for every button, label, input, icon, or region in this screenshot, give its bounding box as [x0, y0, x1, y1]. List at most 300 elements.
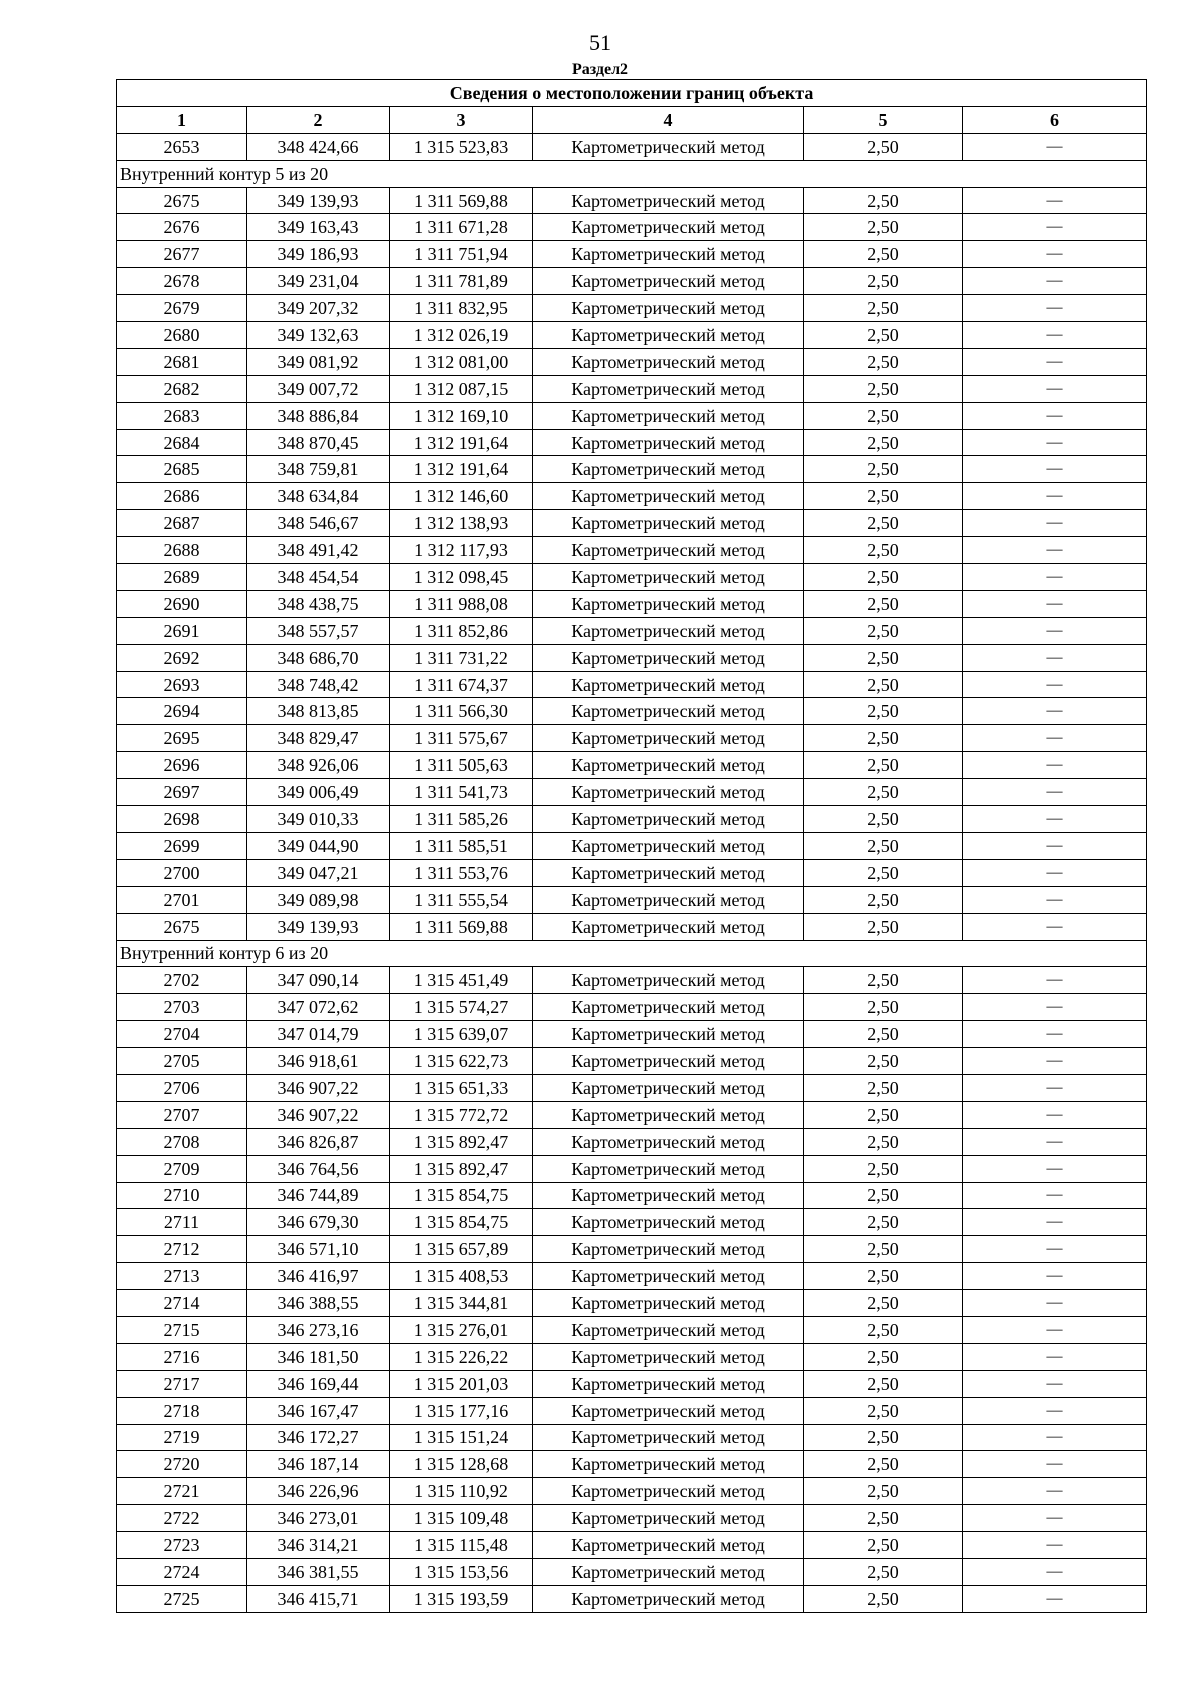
accuracy-cell: 2,50 [804, 1478, 963, 1505]
y-coordinate-cell: 1 312 117,93 [390, 537, 533, 564]
description-cell: — [963, 752, 1147, 779]
table-row [117, 671, 1147, 698]
y-coordinate-cell: 1 315 451,49 [390, 967, 533, 994]
method-cell: Картометрический метод [533, 1451, 804, 1478]
point-number-cell: 2719 [117, 1424, 247, 1451]
description-cell: — [963, 1263, 1147, 1290]
accuracy-cell: 2,50 [804, 214, 963, 241]
accuracy-cell: 2,50 [804, 1263, 963, 1290]
point-number-cell: 2678 [117, 268, 247, 295]
table-header-row [117, 106, 1147, 133]
description-cell: — [963, 725, 1147, 752]
table-row [117, 1182, 1147, 1209]
y-coordinate-cell: 1 311 988,08 [390, 590, 533, 617]
y-coordinate-cell: 1 315 574,27 [390, 994, 533, 1021]
accuracy-cell: 2,50 [804, 967, 963, 994]
x-coordinate-cell: 349 139,93 [247, 187, 390, 214]
method-cell: Картометрический метод [533, 1343, 804, 1370]
y-coordinate-cell: 1 312 169,10 [390, 402, 533, 429]
accuracy-cell: 2,50 [804, 348, 963, 375]
description-cell: — [963, 1209, 1147, 1236]
method-cell: Картометрический метод [533, 214, 804, 241]
x-coordinate-cell: 346 918,61 [247, 1048, 390, 1075]
description-cell: — [963, 295, 1147, 322]
point-number-cell: 2703 [117, 994, 247, 1021]
description-cell: — [963, 859, 1147, 886]
contour-label: Внутренний контур 5 из 20 [117, 160, 1147, 187]
accuracy-cell: 2,50 [804, 994, 963, 1021]
y-coordinate-cell: 1 311 674,37 [390, 671, 533, 698]
x-coordinate-cell: 348 424,66 [247, 133, 390, 160]
method-cell: Картометрический метод [533, 967, 804, 994]
accuracy-cell: 2,50 [804, 241, 963, 268]
method-cell: Картометрический метод [533, 698, 804, 725]
accuracy-cell: 2,50 [804, 456, 963, 483]
table-head [117, 80, 1147, 134]
point-number-cell: 2694 [117, 698, 247, 725]
table-row [117, 322, 1147, 349]
table-row [117, 1290, 1147, 1317]
accuracy-cell: 2,50 [804, 1316, 963, 1343]
method-cell: Картометрический метод [533, 1155, 804, 1182]
method-cell: Картометрический метод [533, 590, 804, 617]
x-coordinate-cell: 349 006,49 [247, 779, 390, 806]
y-coordinate-cell: 1 311 585,51 [390, 832, 533, 859]
y-coordinate-cell: 1 311 832,95 [390, 295, 533, 322]
description-cell: — [963, 1424, 1147, 1451]
description-cell: — [963, 268, 1147, 295]
x-coordinate-cell: 346 187,14 [247, 1451, 390, 1478]
x-coordinate-cell: 348 686,70 [247, 644, 390, 671]
description-cell: — [963, 1128, 1147, 1155]
description-cell: — [963, 1155, 1147, 1182]
accuracy-cell: 2,50 [804, 1182, 963, 1209]
y-coordinate-cell: 1 311 566,30 [390, 698, 533, 725]
table-row [117, 1048, 1147, 1075]
x-coordinate-cell: 346 571,10 [247, 1236, 390, 1263]
y-coordinate-cell: 1 311 505,63 [390, 752, 533, 779]
table-row [117, 806, 1147, 833]
point-number-cell: 2684 [117, 429, 247, 456]
x-coordinate-cell: 349 081,92 [247, 348, 390, 375]
point-number-cell: 2677 [117, 241, 247, 268]
description-cell: — [963, 1532, 1147, 1559]
y-coordinate-cell: 1 315 151,24 [390, 1424, 533, 1451]
method-cell: Картометрический метод [533, 806, 804, 833]
y-coordinate-cell: 1 311 751,94 [390, 241, 533, 268]
point-number-cell: 2712 [117, 1236, 247, 1263]
description-cell: — [963, 994, 1147, 1021]
method-cell: Картометрический метод [533, 886, 804, 913]
accuracy-cell: 2,50 [804, 1585, 963, 1612]
point-number-cell: 2689 [117, 564, 247, 591]
accuracy-cell: 2,50 [804, 779, 963, 806]
table-row [117, 241, 1147, 268]
description-cell: — [963, 1505, 1147, 1532]
method-cell: Картометрический метод [533, 1182, 804, 1209]
method-cell: Картометрический метод [533, 241, 804, 268]
accuracy-cell: 2,50 [804, 402, 963, 429]
table-row [117, 644, 1147, 671]
point-number-cell: 2709 [117, 1155, 247, 1182]
description-cell: — [963, 510, 1147, 537]
description-cell: — [963, 564, 1147, 591]
column-header-4: 4 [533, 106, 804, 133]
table-row [117, 779, 1147, 806]
accuracy-cell: 2,50 [804, 510, 963, 537]
table-row [117, 1316, 1147, 1343]
accuracy-cell: 2,50 [804, 644, 963, 671]
x-coordinate-cell: 346 273,16 [247, 1316, 390, 1343]
x-coordinate-cell: 348 557,57 [247, 617, 390, 644]
y-coordinate-cell: 1 315 892,47 [390, 1128, 533, 1155]
method-cell: Картометрический метод [533, 268, 804, 295]
x-coordinate-cell: 349 047,21 [247, 859, 390, 886]
point-number-cell: 2696 [117, 752, 247, 779]
point-number-cell: 2722 [117, 1505, 247, 1532]
x-coordinate-cell: 349 132,63 [247, 322, 390, 349]
method-cell: Картометрический метод [533, 725, 804, 752]
page-number: 51 [589, 30, 611, 55]
y-coordinate-cell: 1 311 585,26 [390, 806, 533, 833]
x-coordinate-cell: 348 438,75 [247, 590, 390, 617]
point-number-cell: 2675 [117, 913, 247, 940]
point-number-cell: 2711 [117, 1209, 247, 1236]
description-cell: — [963, 1478, 1147, 1505]
y-coordinate-cell: 1 315 523,83 [390, 133, 533, 160]
point-number-cell: 2692 [117, 644, 247, 671]
section-title: Раздел2 [571, 61, 629, 78]
x-coordinate-cell: 347 014,79 [247, 1021, 390, 1048]
accuracy-cell: 2,50 [804, 1370, 963, 1397]
contour-label: Внутренний контур 6 из 20 [117, 940, 1147, 967]
accuracy-cell: 2,50 [804, 375, 963, 402]
contour-row [117, 940, 1147, 967]
y-coordinate-cell: 1 315 193,59 [390, 1585, 533, 1612]
description-cell: — [963, 1182, 1147, 1209]
table-row [117, 1209, 1147, 1236]
description-cell: — [963, 1074, 1147, 1101]
table-row [117, 913, 1147, 940]
table-row [117, 725, 1147, 752]
y-coordinate-cell: 1 315 622,73 [390, 1048, 533, 1075]
x-coordinate-cell: 346 169,44 [247, 1370, 390, 1397]
accuracy-cell: 2,50 [804, 617, 963, 644]
point-number-cell: 2699 [117, 832, 247, 859]
point-number-cell: 2702 [117, 967, 247, 994]
description-cell: — [963, 375, 1147, 402]
y-coordinate-cell: 1 311 569,88 [390, 187, 533, 214]
y-coordinate-cell: 1 315 854,75 [390, 1182, 533, 1209]
y-coordinate-cell: 1 315 110,92 [390, 1478, 533, 1505]
column-header-2: 2 [247, 106, 390, 133]
y-coordinate-cell: 1 315 344,81 [390, 1290, 533, 1317]
point-number-cell: 2706 [117, 1074, 247, 1101]
table-row [117, 859, 1147, 886]
table-row [117, 537, 1147, 564]
point-number-cell: 2707 [117, 1101, 247, 1128]
description-cell: — [963, 886, 1147, 913]
accuracy-cell: 2,50 [804, 913, 963, 940]
method-cell: Картометрический метод [533, 295, 804, 322]
accuracy-cell: 2,50 [804, 1397, 963, 1424]
method-cell: Картометрический метод [533, 1048, 804, 1075]
point-number-cell: 2715 [117, 1316, 247, 1343]
point-number-cell: 2704 [117, 1021, 247, 1048]
method-cell: Картометрический метод [533, 617, 804, 644]
description-cell: — [963, 698, 1147, 725]
accuracy-cell: 2,50 [804, 483, 963, 510]
point-number-cell: 2695 [117, 725, 247, 752]
x-coordinate-cell: 349 010,33 [247, 806, 390, 833]
accuracy-cell: 2,50 [804, 1451, 963, 1478]
table-caption: Сведения о местоположении границ объекта [117, 80, 1147, 107]
method-cell: Картометрический метод [533, 510, 804, 537]
method-cell: Картометрический метод [533, 402, 804, 429]
description-cell: — [963, 214, 1147, 241]
x-coordinate-cell: 347 090,14 [247, 967, 390, 994]
x-coordinate-cell: 346 167,47 [247, 1397, 390, 1424]
accuracy-cell: 2,50 [804, 1155, 963, 1182]
y-coordinate-cell: 1 315 177,16 [390, 1397, 533, 1424]
method-cell: Картометрический метод [533, 1532, 804, 1559]
accuracy-cell: 2,50 [804, 537, 963, 564]
accuracy-cell: 2,50 [804, 859, 963, 886]
method-cell: Картометрический метод [533, 832, 804, 859]
table-row [117, 1558, 1147, 1585]
y-coordinate-cell: 1 311 671,28 [390, 214, 533, 241]
description-cell: — [963, 348, 1147, 375]
description-cell: — [963, 133, 1147, 160]
x-coordinate-cell: 348 829,47 [247, 725, 390, 752]
method-cell: Картометрический метод [533, 1585, 804, 1612]
method-cell: Картометрический метод [533, 429, 804, 456]
x-coordinate-cell: 349 139,93 [247, 913, 390, 940]
point-number-cell: 2688 [117, 537, 247, 564]
y-coordinate-cell: 1 315 657,89 [390, 1236, 533, 1263]
table-row [117, 1343, 1147, 1370]
table-row [117, 348, 1147, 375]
description-cell: — [963, 1370, 1147, 1397]
y-coordinate-cell: 1 315 854,75 [390, 1209, 533, 1236]
description-cell: — [963, 1048, 1147, 1075]
description-cell: — [963, 402, 1147, 429]
table-row [117, 1370, 1147, 1397]
description-cell: — [963, 671, 1147, 698]
accuracy-cell: 2,50 [804, 1558, 963, 1585]
accuracy-cell: 2,50 [804, 295, 963, 322]
y-coordinate-cell: 1 311 731,22 [390, 644, 533, 671]
method-cell: Картометрический метод [533, 1290, 804, 1317]
x-coordinate-cell: 349 163,43 [247, 214, 390, 241]
description-cell: — [963, 322, 1147, 349]
y-coordinate-cell: 1 312 146,60 [390, 483, 533, 510]
method-cell: Картометрический метод [533, 1397, 804, 1424]
y-coordinate-cell: 1 311 575,67 [390, 725, 533, 752]
x-coordinate-cell: 346 826,87 [247, 1128, 390, 1155]
column-header-1: 1 [117, 106, 247, 133]
x-coordinate-cell: 346 381,55 [247, 1558, 390, 1585]
y-coordinate-cell: 1 315 892,47 [390, 1155, 533, 1182]
point-number-cell: 2686 [117, 483, 247, 510]
x-coordinate-cell: 349 186,93 [247, 241, 390, 268]
point-number-cell: 2691 [117, 617, 247, 644]
description-cell: — [963, 1101, 1147, 1128]
x-coordinate-cell: 346 181,50 [247, 1343, 390, 1370]
method-cell: Картометрический метод [533, 483, 804, 510]
table-row [117, 1263, 1147, 1290]
point-number-cell: 2710 [117, 1182, 247, 1209]
x-coordinate-cell: 346 679,30 [247, 1209, 390, 1236]
accuracy-cell: 2,50 [804, 590, 963, 617]
method-cell: Картометрический метод [533, 187, 804, 214]
description-cell: — [963, 967, 1147, 994]
y-coordinate-cell: 1 312 026,19 [390, 322, 533, 349]
table-row [117, 268, 1147, 295]
point-number-cell: 2717 [117, 1370, 247, 1397]
method-cell: Картометрический метод [533, 1316, 804, 1343]
y-coordinate-cell: 1 312 081,00 [390, 348, 533, 375]
accuracy-cell: 2,50 [804, 1209, 963, 1236]
table-row [117, 187, 1147, 214]
method-cell: Картометрический метод [533, 1074, 804, 1101]
point-number-cell: 2682 [117, 375, 247, 402]
column-header-3: 3 [390, 106, 533, 133]
y-coordinate-cell: 1 315 153,56 [390, 1558, 533, 1585]
accuracy-cell: 2,50 [804, 752, 963, 779]
description-cell: — [963, 1585, 1147, 1612]
column-header-5: 5 [804, 106, 963, 133]
description-cell: — [963, 483, 1147, 510]
y-coordinate-cell: 1 312 098,45 [390, 564, 533, 591]
table-row [117, 402, 1147, 429]
method-cell: Картометрический метод [533, 779, 804, 806]
point-number-cell: 2683 [117, 402, 247, 429]
x-coordinate-cell: 346 416,97 [247, 1263, 390, 1290]
table-row [117, 1424, 1147, 1451]
y-coordinate-cell: 1 311 852,86 [390, 617, 533, 644]
x-coordinate-cell: 348 813,85 [247, 698, 390, 725]
accuracy-cell: 2,50 [804, 832, 963, 859]
point-number-cell: 2714 [117, 1290, 247, 1317]
accuracy-cell: 2,50 [804, 806, 963, 833]
x-coordinate-cell: 348 870,45 [247, 429, 390, 456]
accuracy-cell: 2,50 [804, 133, 963, 160]
description-cell: — [963, 241, 1147, 268]
table-row [117, 967, 1147, 994]
accuracy-cell: 2,50 [804, 187, 963, 214]
method-cell: Картометрический метод [533, 1209, 804, 1236]
method-cell: Картометрический метод [533, 1263, 804, 1290]
y-coordinate-cell: 1 312 138,93 [390, 510, 533, 537]
description-cell: — [963, 1343, 1147, 1370]
table-row [117, 1236, 1147, 1263]
method-cell: Картометрический метод [533, 913, 804, 940]
y-coordinate-cell: 1 311 541,73 [390, 779, 533, 806]
y-coordinate-cell: 1 312 191,64 [390, 456, 533, 483]
y-coordinate-cell: 1 312 087,15 [390, 375, 533, 402]
point-number-cell: 2653 [117, 133, 247, 160]
method-cell: Картометрический метод [533, 1370, 804, 1397]
x-coordinate-cell: 349 231,04 [247, 268, 390, 295]
accuracy-cell: 2,50 [804, 1048, 963, 1075]
x-coordinate-cell: 348 491,42 [247, 537, 390, 564]
point-number-cell: 2705 [117, 1048, 247, 1075]
accuracy-cell: 2,50 [804, 1101, 963, 1128]
accuracy-cell: 2,50 [804, 1128, 963, 1155]
table-row [117, 456, 1147, 483]
x-coordinate-cell: 346 907,22 [247, 1074, 390, 1101]
y-coordinate-cell: 1 315 115,48 [390, 1532, 533, 1559]
description-cell: — [963, 429, 1147, 456]
method-cell: Картометрический метод [533, 752, 804, 779]
x-coordinate-cell: 348 886,84 [247, 402, 390, 429]
description-cell: — [963, 644, 1147, 671]
description-cell: — [963, 806, 1147, 833]
x-coordinate-cell: 346 314,21 [247, 1532, 390, 1559]
table-row [117, 1128, 1147, 1155]
x-coordinate-cell: 346 744,89 [247, 1182, 390, 1209]
table-row [117, 1101, 1147, 1128]
method-cell: Картометрический метод [533, 1424, 804, 1451]
description-cell: — [963, 590, 1147, 617]
x-coordinate-cell: 349 007,72 [247, 375, 390, 402]
y-coordinate-cell: 1 315 201,03 [390, 1370, 533, 1397]
x-coordinate-cell: 346 273,01 [247, 1505, 390, 1532]
description-cell: — [963, 832, 1147, 859]
method-cell: Картометрический метод [533, 644, 804, 671]
description-cell: — [963, 187, 1147, 214]
x-coordinate-cell: 348 546,67 [247, 510, 390, 537]
point-number-cell: 2697 [117, 779, 247, 806]
point-number-cell: 2680 [117, 322, 247, 349]
table-body [117, 133, 1147, 1612]
accuracy-cell: 2,50 [804, 322, 963, 349]
accuracy-cell: 2,50 [804, 671, 963, 698]
table-row [117, 133, 1147, 160]
accuracy-cell: 2,50 [804, 1424, 963, 1451]
method-cell: Картометрический метод [533, 1128, 804, 1155]
table-row [117, 483, 1147, 510]
accuracy-cell: 2,50 [804, 429, 963, 456]
method-cell: Картометрический метод [533, 564, 804, 591]
y-coordinate-cell: 1 315 128,68 [390, 1451, 533, 1478]
method-cell: Картометрический метод [533, 671, 804, 698]
point-number-cell: 2690 [117, 590, 247, 617]
method-cell: Картометрический метод [533, 375, 804, 402]
x-coordinate-cell: 349 089,98 [247, 886, 390, 913]
table-row [117, 1451, 1147, 1478]
x-coordinate-cell: 348 759,81 [247, 456, 390, 483]
x-coordinate-cell: 348 926,06 [247, 752, 390, 779]
x-coordinate-cell: 349 207,32 [247, 295, 390, 322]
description-cell: — [963, 1451, 1147, 1478]
x-coordinate-cell: 348 634,84 [247, 483, 390, 510]
point-number-cell: 2700 [117, 859, 247, 886]
accuracy-cell: 2,50 [804, 1290, 963, 1317]
table-row [117, 617, 1147, 644]
table-row [117, 698, 1147, 725]
table-row [117, 1021, 1147, 1048]
point-number-cell: 2720 [117, 1451, 247, 1478]
accuracy-cell: 2,50 [804, 725, 963, 752]
point-number-cell: 2679 [117, 295, 247, 322]
contour-row [117, 160, 1147, 187]
description-cell: — [963, 1290, 1147, 1317]
y-coordinate-cell: 1 315 109,48 [390, 1505, 533, 1532]
y-coordinate-cell: 1 315 639,07 [390, 1021, 533, 1048]
table-row [117, 1532, 1147, 1559]
